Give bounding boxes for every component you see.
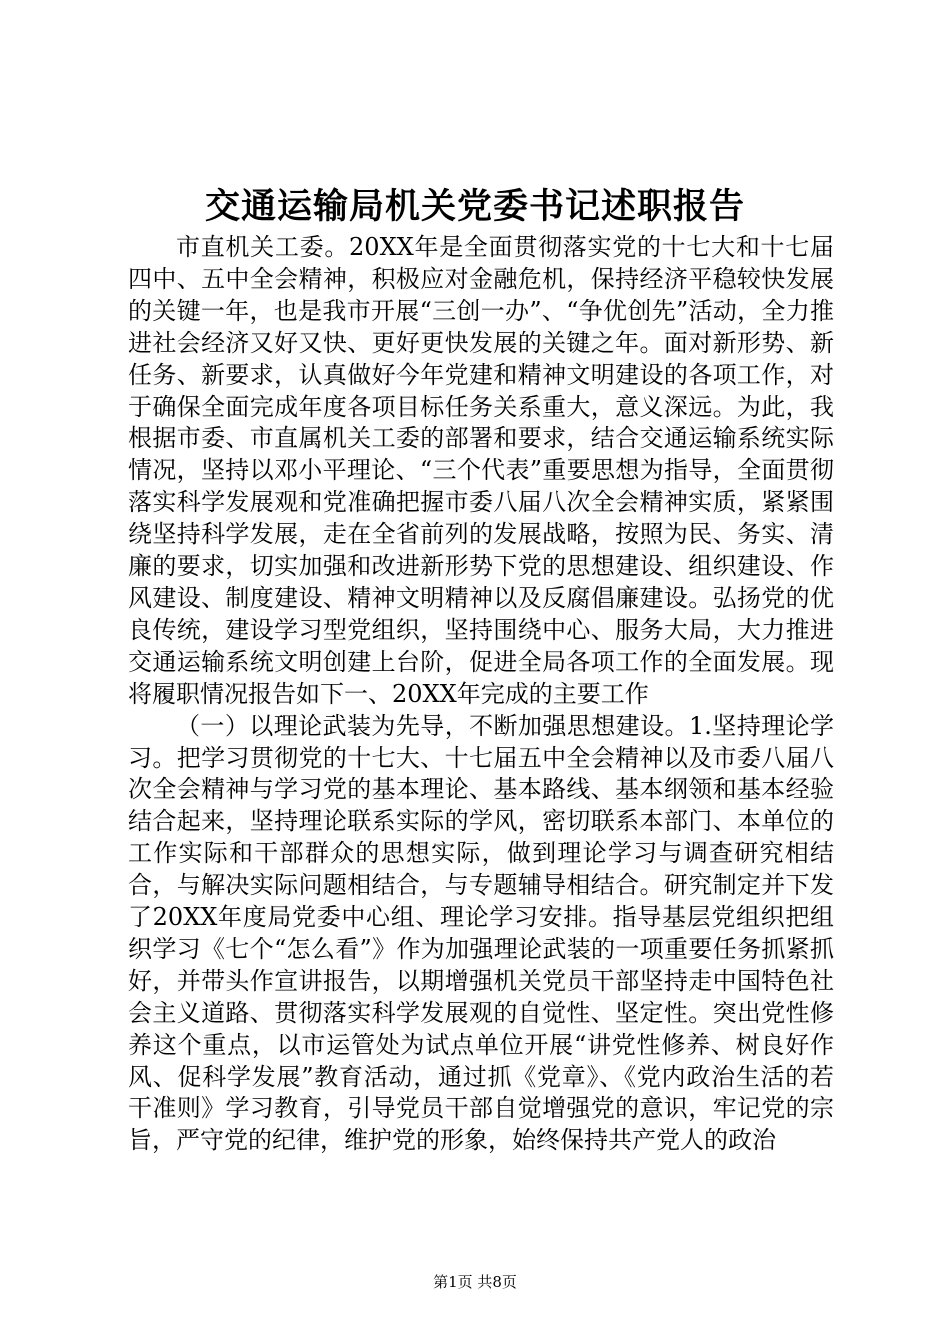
document-title: 交通运输局机关党委书记述职报告 — [204, 186, 745, 227]
page-number-footer: 第1页 共8页 — [433, 1273, 517, 1291]
paragraph-intro: 市直机关工委。20XX年是全面贯彻落实党的十七大和十七届四中、五中全会精神，积极应对金融危机，保持经济平稳较快发展的关键一年，也是我市开展“三创一办”、“争优创先”活动，全力推进社会经济又好又快、更好更快发展的关键之年。面对新形势、新任务、新要求，认真做好今年党建和精神文明建设的各项工作，对于确保全面完成年度各项目标任务关系重大，意义深远。为此，我根据市委、市直属机关工委的部署和要求，结合交通运输系统实际情况，坚持以邓小平理论、“三个代表”重要思想为指导，全面贯彻落实科学发展观和党准确把握市委八届八次全会精神实质，紧紧围绕坚持科学发展，走在全省前列的发展战略，按照为民、务实、清廉的要求，切实加强和改进新形势下党的思想建设、组织建设、作风建设、制度建设、精神文明精神以及反腐倡廉建设。弘扬党的优良传统，建设学习型党组织，坚持围绕中心、服务大局，大力推进交通运输系统文明创建上台阶，促进全局各项工作的全面发展。现将履职情况报告如下一、20XX年完成的主要工作 — [128, 233, 834, 708]
paragraph-theory-study: （一）以理论武装为先导，不断加强思想建设。1.坚持理论学习。把学习贯彻党的十七大、十七届五中全会精神以及市委八届八次全会精神与学习党的基本理论、基本路线、基本纲领和基本经验结合起来，坚持理论联系实际的学风，密切联系本部门、本单位的工作实际和干部群众的思想实际，做到理论学习与调查研究相结合，与解决实际问题相结合，与专题辅导相结合。研究制定并下发了20XX年度局党委中心组、理论学习安排。指导基层党组织把组织学习《七个“怎么看”》作为加强理论武装的一项重要任务抓紧抓好，并带头作宣讲报告，以期增强机关党员干部坚持走中国特色社会主义道路、贯彻落实科学发展观的自觉性、坚定性。突出党性修养这个重点，以市运管处为试点单位开展“讲党性修养、树良好作风、促科学发展”教育活动，通过抓《党章》、《党内政治生活的若干准则》学习教育，引导党员干部自觉增强党的意识，牢记党的宗旨，严守党的纪律，维护党的形象，始终保持共产党人的政治 — [128, 711, 834, 1155]
document-body — [128, 232, 834, 1157]
